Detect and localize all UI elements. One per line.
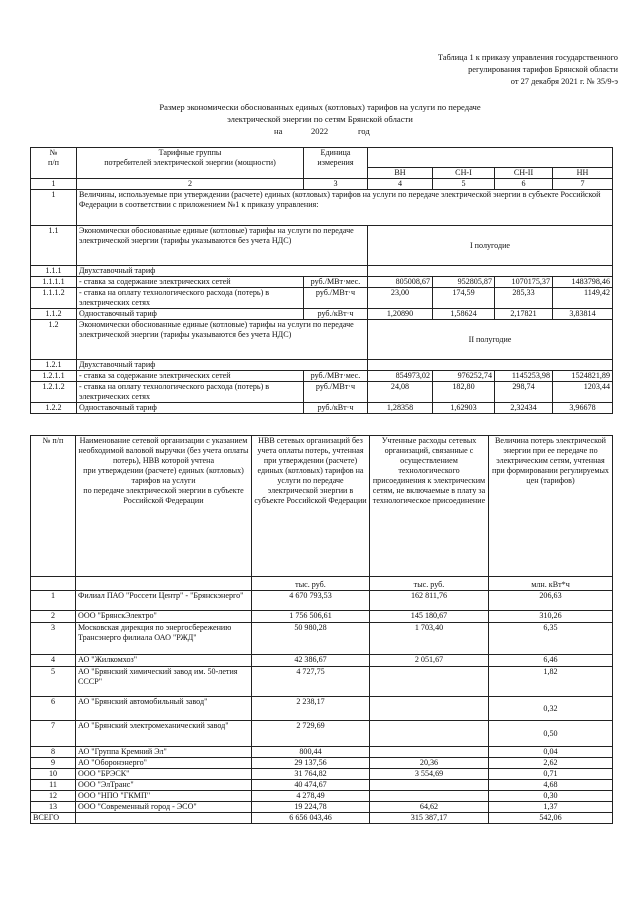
head-sn2: СН-II: [495, 168, 553, 179]
value-vn: 1,28358: [368, 403, 433, 414]
value-sn2: 285,33: [495, 288, 553, 309]
org-table: [30, 435, 613, 824]
table-row: [31, 591, 613, 611]
row-num: 1.1.2: [31, 309, 77, 320]
org-loss: 0,04: [489, 747, 613, 758]
table-row: [31, 667, 613, 697]
org-loss: 6,46: [489, 655, 613, 667]
row-unit: руб./МВт·мес.: [304, 277, 368, 288]
org-num: 1: [31, 591, 76, 611]
head-groups: Тарифные группы потребителей электрической энергии (мощности): [77, 148, 304, 179]
table-row: [31, 802, 613, 813]
unit-costs: тыс. руб.: [370, 577, 489, 591]
table-row: [31, 758, 613, 769]
value-nn: 1483798,46: [553, 277, 613, 288]
org-nvv: 40 474,67: [252, 780, 370, 791]
org-name: АО "Брянский химический завод им. 50-летия СССР": [76, 667, 252, 697]
org-costs: [370, 791, 489, 802]
org-costs: 3 554,69: [370, 769, 489, 780]
value-sn2: 2,17821: [495, 309, 553, 320]
org-loss: 1,37: [489, 802, 613, 813]
row-num: 1: [31, 190, 77, 226]
col-num: 4: [368, 179, 433, 190]
org-num: 3: [31, 623, 76, 655]
row-text: Одноставочный тариф: [77, 309, 304, 320]
value-vn: 24,08: [368, 382, 433, 403]
org-loss: 0,50: [489, 721, 613, 747]
org-loss: 4,68: [489, 780, 613, 791]
half-year-label: I полугодие: [368, 226, 613, 266]
order-header-line: Таблица 1 к приказу управления государственного: [437, 53, 618, 62]
org-costs: 162 811,76: [370, 591, 489, 611]
row-text: - ставка за содержание электрических сетей: [77, 277, 304, 288]
row-text: - ставка за содержание электрических сетей: [77, 371, 304, 382]
org-loss: 206,63: [489, 591, 613, 611]
org-num: 6: [31, 697, 76, 721]
org-nvv: 19 224,78: [252, 802, 370, 813]
value-sn1: 1,62903: [433, 403, 495, 414]
org-num: 13: [31, 802, 76, 813]
value-sn1: 182,80: [433, 382, 495, 403]
org-costs: 1 703,40: [370, 623, 489, 655]
value-sn2: 1070175,37: [495, 277, 553, 288]
value-nn: 3,83814: [553, 309, 613, 320]
org-loss: 6,35: [489, 623, 613, 655]
table-row: [31, 769, 613, 780]
value-sn2: 2,32434: [495, 403, 553, 414]
org-costs: 2 051,67: [370, 655, 489, 667]
table-row: [31, 697, 613, 721]
value-nn: 1524821,89: [553, 371, 613, 382]
org-name: ООО "ЭлТранс": [76, 780, 252, 791]
unit-nvv: тыс. руб.: [252, 577, 370, 591]
row-num: 1.2.1: [31, 360, 77, 371]
org-head-loss: Величина потерь электрической энергии при ее передаче по электрическим сетям, учтенная при формировании регулируемых цен (тарифов): [489, 436, 613, 577]
head-sn1: СН-I: [433, 168, 495, 179]
org-name: ООО "НПО "ГКМП": [76, 791, 252, 802]
value-sn2: 1145253,98: [495, 371, 553, 382]
value-sn1: 976252,74: [433, 371, 495, 382]
org-nvv: 2 238,17: [252, 697, 370, 721]
row-unit: руб./кВт·ч: [304, 403, 368, 414]
row-text: Одноставочный тариф: [77, 403, 304, 414]
total-row: [31, 813, 613, 824]
col-num: 7: [553, 179, 613, 190]
row-unit: руб./МВт·ч: [304, 382, 368, 403]
org-nvv: 29 137,56: [252, 758, 370, 769]
org-loss: 1,82: [489, 667, 613, 697]
org-loss: 2,62: [489, 758, 613, 769]
total-costs: 315 387,17: [370, 813, 489, 824]
org-costs: [370, 721, 489, 747]
row-text: Двухставочный тариф: [77, 360, 368, 371]
row-num: 1.2: [31, 320, 77, 360]
org-name: ООО "БРЭСК": [76, 769, 252, 780]
table-row: [31, 655, 613, 667]
org-costs: [370, 667, 489, 697]
org-num: 8: [31, 747, 76, 758]
head-nn: НН: [553, 168, 613, 179]
empty-cell: [368, 266, 613, 277]
org-nvv: 50 980,28: [252, 623, 370, 655]
value-nn: 1149,42: [553, 288, 613, 309]
value-vn: 23,00: [368, 288, 433, 309]
col-num: 2: [77, 179, 304, 190]
row-text: Экономически обоснованные единые (котловые) тарифы на услуги по передаче электрической энергии (тарифы указываются без учета НДС): [77, 320, 368, 360]
total-loss: 542,06: [489, 813, 613, 824]
org-nvv: 42 386,67: [252, 655, 370, 667]
org-costs: 20,36: [370, 758, 489, 769]
row-unit: руб./кВт·ч: [304, 309, 368, 320]
empty-cell: [76, 577, 252, 591]
org-loss: 310,26: [489, 611, 613, 623]
value-vn: 805008,67: [368, 277, 433, 288]
table-row: [31, 623, 613, 655]
row-num: 1.2.1.1: [31, 371, 77, 382]
org-costs: 145 180,67: [370, 611, 489, 623]
org-head-nvv: НВВ сетевых организаций без учета оплаты потерь, учтенная при утверждении (расчете) единых (котловых) тарифов на услуги по передаче электрической энергии в субъекте Российской Федерации: [252, 436, 370, 577]
org-name: Филиал ПАО "Россети Центр" - "Брянскэнерго": [76, 591, 252, 611]
col-num: 1: [31, 179, 77, 190]
col-num: 5: [433, 179, 495, 190]
row-text: Двухставочный тариф: [77, 266, 368, 277]
head-unit: Единица измерения: [304, 148, 368, 179]
row-unit: руб./МВт·ч: [304, 288, 368, 309]
row-num: 1.1.1.1: [31, 277, 77, 288]
value-nn: 3,96678: [553, 403, 613, 414]
org-costs: 64,62: [370, 802, 489, 813]
org-name: АО "Группа Кремний Эл": [76, 747, 252, 758]
org-head-name: Наименование сетевой организации с указанием необходимой валовой выручки (без учета оплаты потерь), НВВ которой учтена при утверждении (расчете) единых (котловых) тарифов на услуги по передаче электрической энергии в субъекте Российской Федерации: [76, 436, 252, 577]
org-head-num: № п/п: [31, 436, 76, 577]
org-nvv: 800,44: [252, 747, 370, 758]
org-costs: [370, 697, 489, 721]
order-header: [378, 52, 618, 88]
org-costs: [370, 747, 489, 758]
row-num: 1.2.1.2: [31, 382, 77, 403]
org-nvv: 2 729,69: [252, 721, 370, 747]
org-num: 12: [31, 791, 76, 802]
empty-cell: [368, 360, 613, 371]
value-nn: 1203,44: [553, 382, 613, 403]
order-header-line: регулирования тарифов Брянской области: [468, 65, 618, 74]
title-god: год: [358, 126, 370, 136]
value-vn: 854973,02: [368, 371, 433, 382]
title-line: Размер экономически обоснованных единых (котловых) тарифов на услуги по передаче: [159, 102, 481, 112]
section-1-text: Величины, используемые при утверждении (расчете) единых (котловых) тарифов на услуги по передаче электрической энергии в субъекте Российской Федерации в соответствии с приложением №1 к приказу управления:: [77, 190, 613, 226]
empty-cell: [76, 813, 252, 824]
org-loss: 0,32: [489, 697, 613, 721]
org-nvv: 1 756 506,61: [252, 611, 370, 623]
org-nvv: 31 764,82: [252, 769, 370, 780]
document-title: [60, 101, 580, 125]
org-num: 2: [31, 611, 76, 623]
org-costs: [370, 780, 489, 791]
unit-loss: млн. кВт*ч: [489, 577, 613, 591]
org-head-costs: Учтенные расходы сетевых организаций, связанные с осуществлением технологического присоединения к электрическим сетям, не включаемые в плату за технологическое присоединение: [370, 436, 489, 577]
value-vn: 1,20890: [368, 309, 433, 320]
org-name: АО "Оборонэнерго": [76, 758, 252, 769]
order-header-line: от 27 декабря 2021 г. № 35/9-э: [510, 77, 618, 86]
empty-cell: [31, 577, 76, 591]
value-sn1: 952805,87: [433, 277, 495, 288]
title-year: 2022: [311, 126, 329, 136]
total-nvv: 6 656 043,46: [252, 813, 370, 824]
row-text: Экономически обоснованные единые (котловые) тарифы на услуги по передаче электрической энергии (тарифы указываются без учета НДС): [77, 226, 368, 266]
row-num: 1.1: [31, 226, 77, 266]
total-label: ВСЕГО: [31, 813, 76, 824]
org-name: ООО "Современный город - ЭСО": [76, 802, 252, 813]
org-num: 9: [31, 758, 76, 769]
value-sn1: 1,58624: [433, 309, 495, 320]
row-num: 1.2.2: [31, 403, 77, 414]
org-num: 4: [31, 655, 76, 667]
tariff-table: [30, 147, 613, 414]
col-num: 6: [495, 179, 553, 190]
table-row: [31, 780, 613, 791]
org-num: 11: [31, 780, 76, 791]
half-year-label: II полугодие: [368, 320, 613, 360]
org-name: АО "Брянский электромеханический завод": [76, 721, 252, 747]
org-nvv: 4 670 793,53: [252, 591, 370, 611]
org-num: 10: [31, 769, 76, 780]
row-num: 1.1.1: [31, 266, 77, 277]
table-row: [31, 791, 613, 802]
row-num: 1.1.1.2: [31, 288, 77, 309]
org-num: 5: [31, 667, 76, 697]
row-text: - ставка на оплату технологического расхода (потерь) в электрических сетях: [77, 382, 304, 403]
head-vn: ВН: [368, 168, 433, 179]
table-row: [31, 611, 613, 623]
table-row: [31, 747, 613, 758]
org-name: Московская дирекция по энергосбережению Трансэнерго филиала ОАО "РЖД": [76, 623, 252, 655]
row-unit: руб./МВт·мес.: [304, 371, 368, 382]
value-sn1: 174,59: [433, 288, 495, 309]
head-voltage-blank: [368, 148, 613, 168]
row-text: - ставка на оплату технологического расхода (потерь) в электрических сетях: [77, 288, 304, 309]
head-num: № п/п: [31, 148, 77, 179]
table-row: [31, 721, 613, 747]
org-name: ООО "БрянскЭлектро": [76, 611, 252, 623]
col-num: 3: [304, 179, 368, 190]
org-num: 7: [31, 721, 76, 747]
org-nvv: 4 278,49: [252, 791, 370, 802]
org-name: АО "Брянский автомобильный завод": [76, 697, 252, 721]
org-name: АО "Жилкомхоз": [76, 655, 252, 667]
title-na: на: [274, 126, 283, 136]
org-loss: 0,71: [489, 769, 613, 780]
title-line: электрической энергии по сетям Брянской области: [227, 114, 413, 124]
value-sn2: 298,74: [495, 382, 553, 403]
org-nvv: 4 727,75: [252, 667, 370, 697]
org-loss: 0,30: [489, 791, 613, 802]
